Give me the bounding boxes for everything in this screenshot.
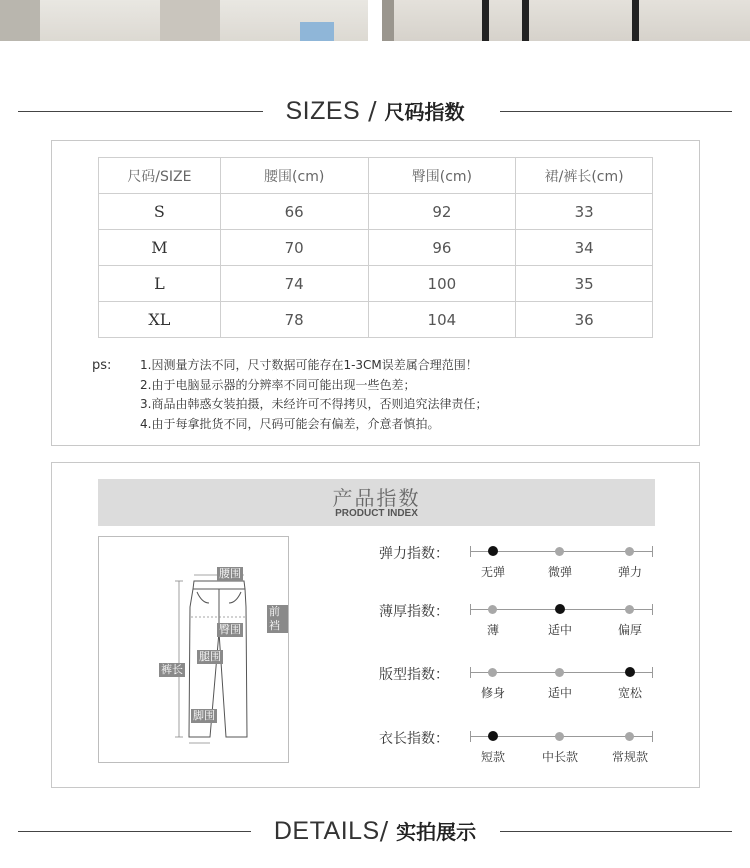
size-table [98, 157, 653, 338]
index-option-dot [555, 668, 564, 677]
diagram-label-hem: 脚围 [193, 709, 215, 722]
size-table-header: 裙/裤长(cm) [516, 158, 653, 194]
index-option-label: 适中 [547, 623, 572, 637]
sizes-title-cn: 尺码指数 [384, 100, 465, 124]
thickness-index-row [52, 601, 701, 641]
size-chart-panel [51, 140, 700, 446]
size-table-header: 尺码/SIZE [99, 158, 221, 194]
index-row-label: 薄厚指数： [379, 604, 449, 620]
index-option-label: 适中 [547, 686, 572, 700]
details-section-header [0, 816, 750, 846]
length-cell: 36 [516, 302, 653, 338]
index-option-dot [555, 604, 565, 614]
fit-index-row [52, 664, 701, 704]
index-option-label: 薄 [486, 623, 499, 637]
table-row [99, 302, 653, 338]
size-cell: S [99, 194, 221, 230]
product-index-title-cn: 产品指数 [332, 486, 421, 510]
details-title-cn: 实拍展示 [396, 820, 477, 844]
index-option-label: 宽松 [617, 686, 642, 700]
details-title-separator: / [379, 816, 389, 845]
diagram-label-hip: 臀围 [219, 623, 241, 636]
waist-cell: 78 [220, 302, 368, 338]
length-cell: 34 [516, 230, 653, 266]
index-option-label: 常规款 [611, 750, 648, 764]
diagram-label-thigh: 腿围 [199, 650, 221, 663]
index-option-dot [488, 731, 498, 741]
note-line: 3.商品由韩惑女装拍摄，未经许可不得拷贝，否则追究法律责任； [140, 397, 488, 411]
diagram-label-waist: 腰围 [219, 567, 241, 580]
index-option-dot [488, 546, 498, 556]
index-option-label: 微弹 [547, 565, 572, 579]
product-photo-right [382, 0, 750, 41]
details-title-en: DETAILS [273, 817, 380, 845]
index-option-dot [555, 547, 564, 556]
diagram-label-length: 裤长 [161, 663, 183, 676]
index-option-dot [625, 732, 634, 741]
index-row-label: 衣长指数： [379, 731, 449, 747]
size-table-header-row [99, 158, 653, 194]
waist-cell: 66 [220, 194, 368, 230]
index-option-dot [625, 547, 634, 556]
size-cell: XL [99, 302, 221, 338]
index-option-dot [488, 668, 497, 677]
table-row [99, 266, 653, 302]
elasticity-index-row [52, 543, 701, 583]
index-option-dot [625, 667, 635, 677]
hip-cell: 104 [368, 302, 516, 338]
diagram-label-front-rise: 前裆 [267, 605, 288, 633]
size-cell: L [99, 266, 221, 302]
length-cell: 35 [516, 266, 653, 302]
index-option-dot [555, 732, 564, 741]
size-table-header: 腰围(cm) [220, 158, 368, 194]
note-line: 4.由于每拿批货不同，尺码可能会有偏差，介意者慎拍。 [140, 416, 440, 431]
sizes-title-separator: / [368, 96, 377, 125]
table-row [99, 194, 653, 230]
size-cell: M [99, 230, 221, 266]
index-option-label: 无弹 [480, 565, 505, 579]
product-photo-left [0, 0, 368, 41]
waist-cell: 74 [220, 266, 368, 302]
index-row-label: 弹力指数： [379, 546, 449, 562]
note-line: 2.由于电脑显示器的分辨率不同可能出现一些色差； [140, 377, 416, 392]
notes-prefix: ps: [92, 358, 112, 373]
index-option-label: 弹力 [617, 565, 642, 579]
index-option-label: 中长款 [541, 750, 578, 764]
size-table-header: 臀围(cm) [368, 158, 516, 194]
waist-cell: 70 [220, 230, 368, 266]
index-option-dot [625, 605, 634, 614]
index-option-dot [488, 605, 497, 614]
table-row [99, 230, 653, 266]
hip-cell: 100 [368, 266, 516, 302]
hip-cell: 96 [368, 230, 516, 266]
hip-cell: 92 [368, 194, 516, 230]
index-row-label: 版型指数： [379, 667, 449, 683]
index-option-label: 短款 [480, 750, 505, 764]
length-index-row [52, 728, 701, 768]
index-option-label: 偏厚 [617, 623, 642, 637]
product-index-banner [98, 479, 655, 526]
product-index-title-en: PRODUCT INDEX [335, 508, 418, 519]
product-index-panel [51, 462, 700, 788]
sizes-section-header [0, 96, 750, 126]
index-option-label: 修身 [480, 686, 505, 700]
sizes-title-en: SIZES [285, 97, 361, 125]
length-cell: 33 [516, 194, 653, 230]
note-line: 1.因测量方法不同，尺寸数据可能存在1-3CM误差属合理范围！ [140, 358, 478, 372]
